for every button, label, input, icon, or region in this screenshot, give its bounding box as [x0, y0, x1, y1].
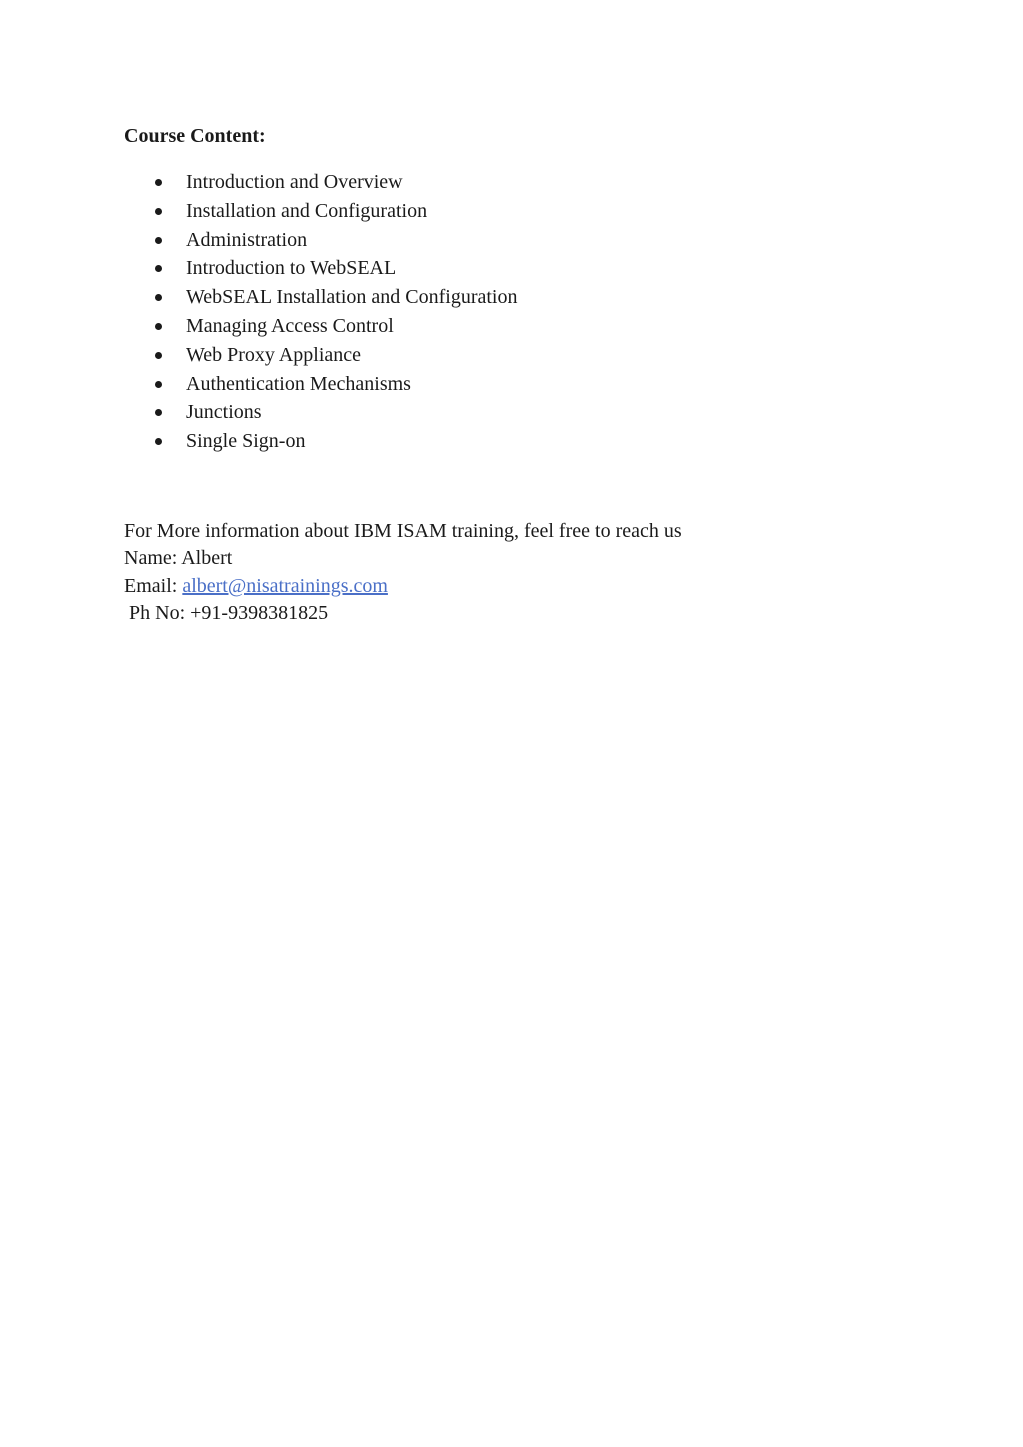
list-item: [124, 372, 517, 401]
list-item: [124, 228, 517, 257]
bullet-icon: [155, 409, 162, 416]
topic-label: Introduction to WebSEAL: [186, 257, 397, 280]
list-item: [124, 314, 517, 343]
list-item: [124, 199, 517, 228]
contact-info: [124, 518, 682, 627]
topic-label: Administration: [186, 228, 308, 251]
email-link[interactable]: albert@nisatrainings.com: [182, 574, 388, 597]
bullet-icon: [155, 179, 162, 186]
email-label: Email:: [124, 574, 183, 597]
contact-name: Name: Albert: [124, 547, 233, 570]
topic-label: Junctions: [186, 401, 262, 424]
topic-label: WebSEAL Installation and Configuration: [186, 286, 518, 309]
list-item: [124, 256, 517, 285]
topic-label: Web Proxy Appliance: [186, 343, 362, 366]
course-content-heading: Course Content:: [124, 125, 266, 147]
bullet-icon: [155, 294, 162, 301]
list-item: [124, 170, 517, 199]
bullet-icon: [155, 237, 162, 244]
course-topics-list: [124, 170, 517, 458]
list-item: [124, 343, 517, 372]
topic-label: Introduction and Overview: [186, 171, 403, 193]
topic-label: Installation and Configuration: [186, 199, 428, 222]
bullet-icon: [155, 208, 162, 215]
contact-email-line: [124, 573, 682, 600]
bullet-icon: [155, 438, 162, 445]
bullet-icon: [155, 381, 162, 388]
bullet-icon: [155, 265, 162, 272]
topic-label: Authentication Mechanisms: [186, 372, 411, 395]
contact-intro: For More information about IBM ISAM training, feel free to reach us: [124, 520, 682, 542]
topic-label: Managing Access Control: [186, 314, 394, 337]
bullet-icon: [155, 323, 162, 330]
contact-phone: Ph No: +91-9398381825: [129, 601, 329, 624]
topic-label: Single Sign-on: [186, 430, 306, 453]
list-item: [124, 429, 517, 458]
bullet-icon: [155, 352, 162, 359]
list-item: [124, 400, 517, 429]
list-item: [124, 285, 517, 314]
